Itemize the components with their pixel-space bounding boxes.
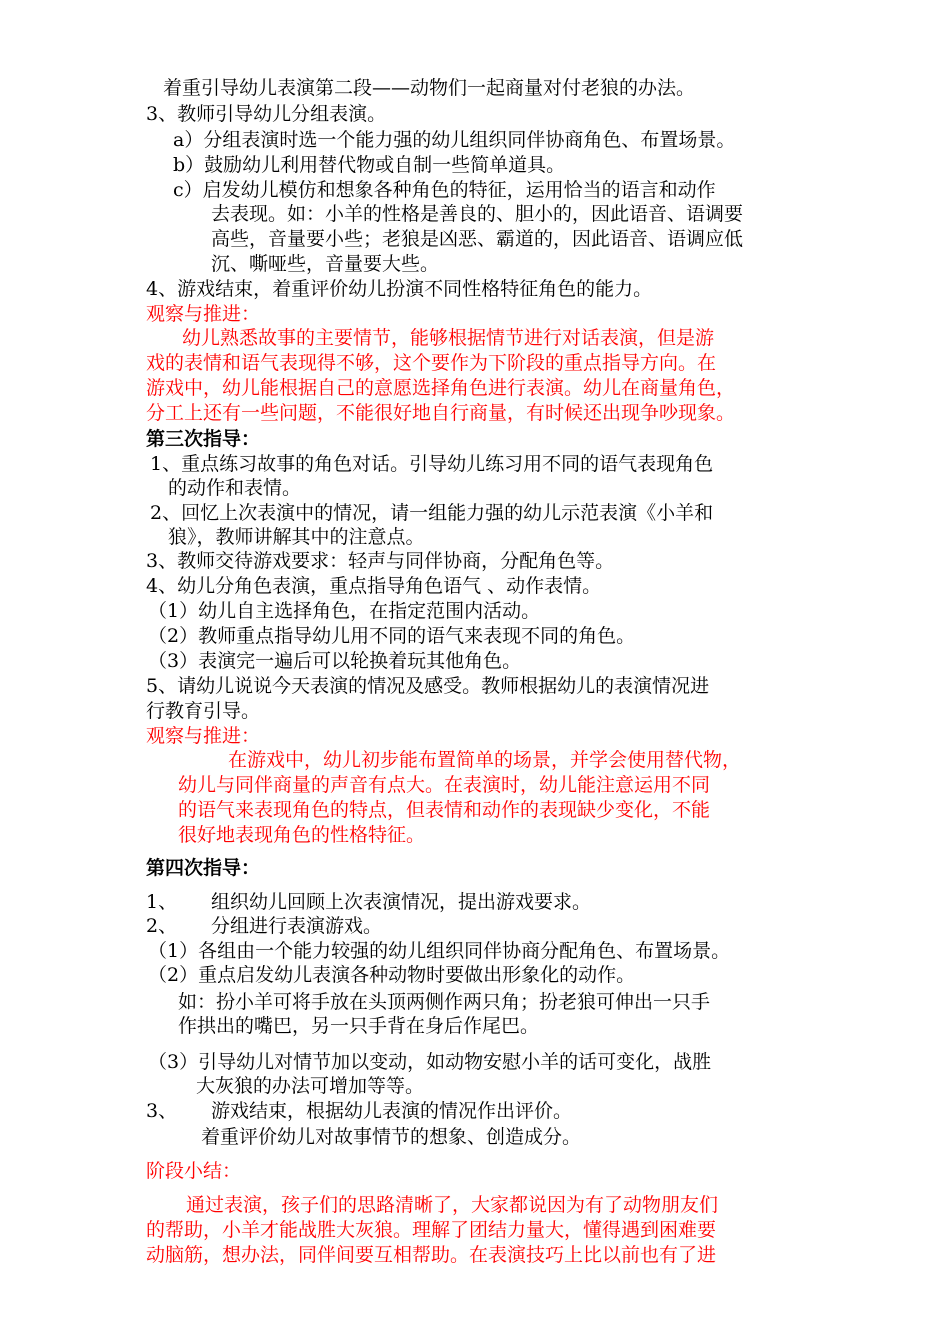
section-heading-fourth: 第四次指导： (146, 857, 261, 879)
fourth-subitem-3: （3）引导幼儿对情节加以变动，如动物安慰小羊的话可变化，战胜 (148, 1051, 712, 1073)
fourth-item-3-cont: 着重评价幼儿对故事情节的想象、创造成分。 (201, 1126, 582, 1148)
observation-paragraph: 幼儿与同伴商量的声音有点大。在表演时，幼儿能注意运用不同 (178, 774, 711, 796)
observation-paragraph: 在游戏中，幼儿初步能布置简单的场景，并学会使用替代物， (228, 749, 742, 771)
observation-heading: 观察与推进： (146, 725, 261, 747)
third-subitem-2: （2）教师重点指导幼儿用不同的语气来表现不同的角色。 (148, 625, 636, 647)
intro-item-4: 4、游戏结束，着重评价幼儿扮演不同性格特征角色的能力。 (146, 278, 653, 300)
observation-paragraph: 戏的表情和语气表现得不够，这个要作为下阶段的重点指导方向。在 (146, 352, 717, 374)
observation-paragraph: 游戏中，幼儿能根据自己的意愿选择角色进行表演。幼儿在商量角色， (146, 377, 736, 399)
third-subitem-3: （3）表演完一遍后可以轮换着玩其他角色。 (148, 650, 522, 672)
intro-item-3: 3、教师引导幼儿分组表演。 (146, 103, 387, 125)
intro-sub-c-cont: 去表现。如：小羊的性格是善良的、胆小的，因此语音、语调要 (211, 203, 744, 225)
fourth-subitem-2-cont: 如：扮小羊可将手放在头顶两侧作两只角；扮老狼可伸出一只手 (178, 991, 711, 1013)
intro-sub-b: b）鼓励幼儿利用替代物或自制一些简单道具。 (173, 154, 566, 176)
third-item-2: 2、回忆上次表演中的情况，请一组能力强的幼儿示范表演《小羊和 (150, 502, 714, 524)
fourth-item-2: 分组进行表演游戏。 (211, 915, 383, 937)
third-item-1: 1、重点练习故事的角色对话。引导幼儿练习用不同的语气表现角色 (150, 453, 714, 475)
third-subitem-1: （1）幼儿自主选择角色，在指定范围内活动。 (148, 600, 541, 622)
fourth-item-number: 3、 (146, 1100, 178, 1122)
summary-heading: 阶段小结： (146, 1160, 242, 1182)
observation-paragraph: 很好地表现角色的性格特征。 (178, 824, 426, 846)
intro-sub-a: a）分组表演时选一个能力强的幼儿组织同伴协商角色、布置场景。 (173, 129, 736, 151)
fourth-item-number: 1、 (146, 891, 178, 913)
third-item-1-cont: 的动作和表情。 (168, 477, 302, 499)
intro-sub-c: c）启发幼儿模仿和想象各种角色的特征，运用恰当的语言和动作 (173, 179, 716, 201)
intro-sub-c-cont: 沉、嘶哑些，音量要大些。 (211, 253, 440, 275)
intro-sub-c-cont: 高些，音量要小些；老狼是凶恶、霸道的，因此语音、语调应低 (211, 228, 744, 250)
fourth-item-3: 游戏结束，根据幼儿表演的情况作出评价。 (211, 1100, 573, 1122)
observation-paragraph: 幼儿熟悉故事的主要情节，能够根据情节进行对话表演，但是游 (182, 327, 715, 349)
observation-paragraph: 分工上还有一些问题，不能很好地自行商量，有时候还出现争吵现象。 (146, 402, 736, 424)
fourth-subitem-3-cont: 大灰狼的办法可增加等等。 (196, 1075, 425, 1097)
summary-paragraph: 通过表演，孩子们的思路清晰了，大家都说因为有了动物朋友们 (186, 1194, 719, 1216)
fourth-subitem-1: （1）各组由一个能力较强的幼儿组织同伴协商分配角色、布置场景。 (148, 940, 731, 962)
third-item-2-cont: 狼》，教师讲解其中的注意点。 (168, 526, 425, 548)
third-item-4: 4、幼儿分角色表演，重点指导角色语气 、动作表情。 (146, 575, 602, 597)
third-item-5-cont: 行教育引导。 (146, 700, 261, 722)
fourth-item-1: 组织幼儿回顾上次表演情况，提出游戏要求。 (211, 891, 592, 913)
fourth-subitem-2-cont: 作拱出的嘴巴，另一只手背在身后作尾巴。 (178, 1015, 540, 1037)
section-heading-third: 第三次指导： (146, 428, 261, 450)
observation-paragraph: 的语气来表现角色的特点，但表情和动作的表现缺少变化，不能 (178, 799, 711, 821)
summary-paragraph: 的帮助，小羊才能战胜大灰狼。理解了团结力量大，懂得遇到困难要 (146, 1219, 717, 1241)
intro-line: 着重引导幼儿表演第二段——动物们一起商量对付老狼的办法。 (163, 77, 696, 99)
third-item-3: 3、教师交待游戏要求：轻声与同伴协商，分配角色等。 (146, 550, 615, 572)
third-item-5: 5、请幼儿说说今天表演的情况及感受。教师根据幼儿的表演情况进 (146, 675, 710, 697)
observation-heading: 观察与推进： (146, 303, 261, 325)
fourth-item-number: 2、 (146, 915, 178, 937)
summary-paragraph: 动脑筋，想办法，同伴间要互相帮助。在表演技巧上比以前也有了进 (146, 1244, 717, 1266)
fourth-subitem-2: （2）重点启发幼儿表演各种动物时要做出形象化的动作。 (148, 964, 636, 986)
